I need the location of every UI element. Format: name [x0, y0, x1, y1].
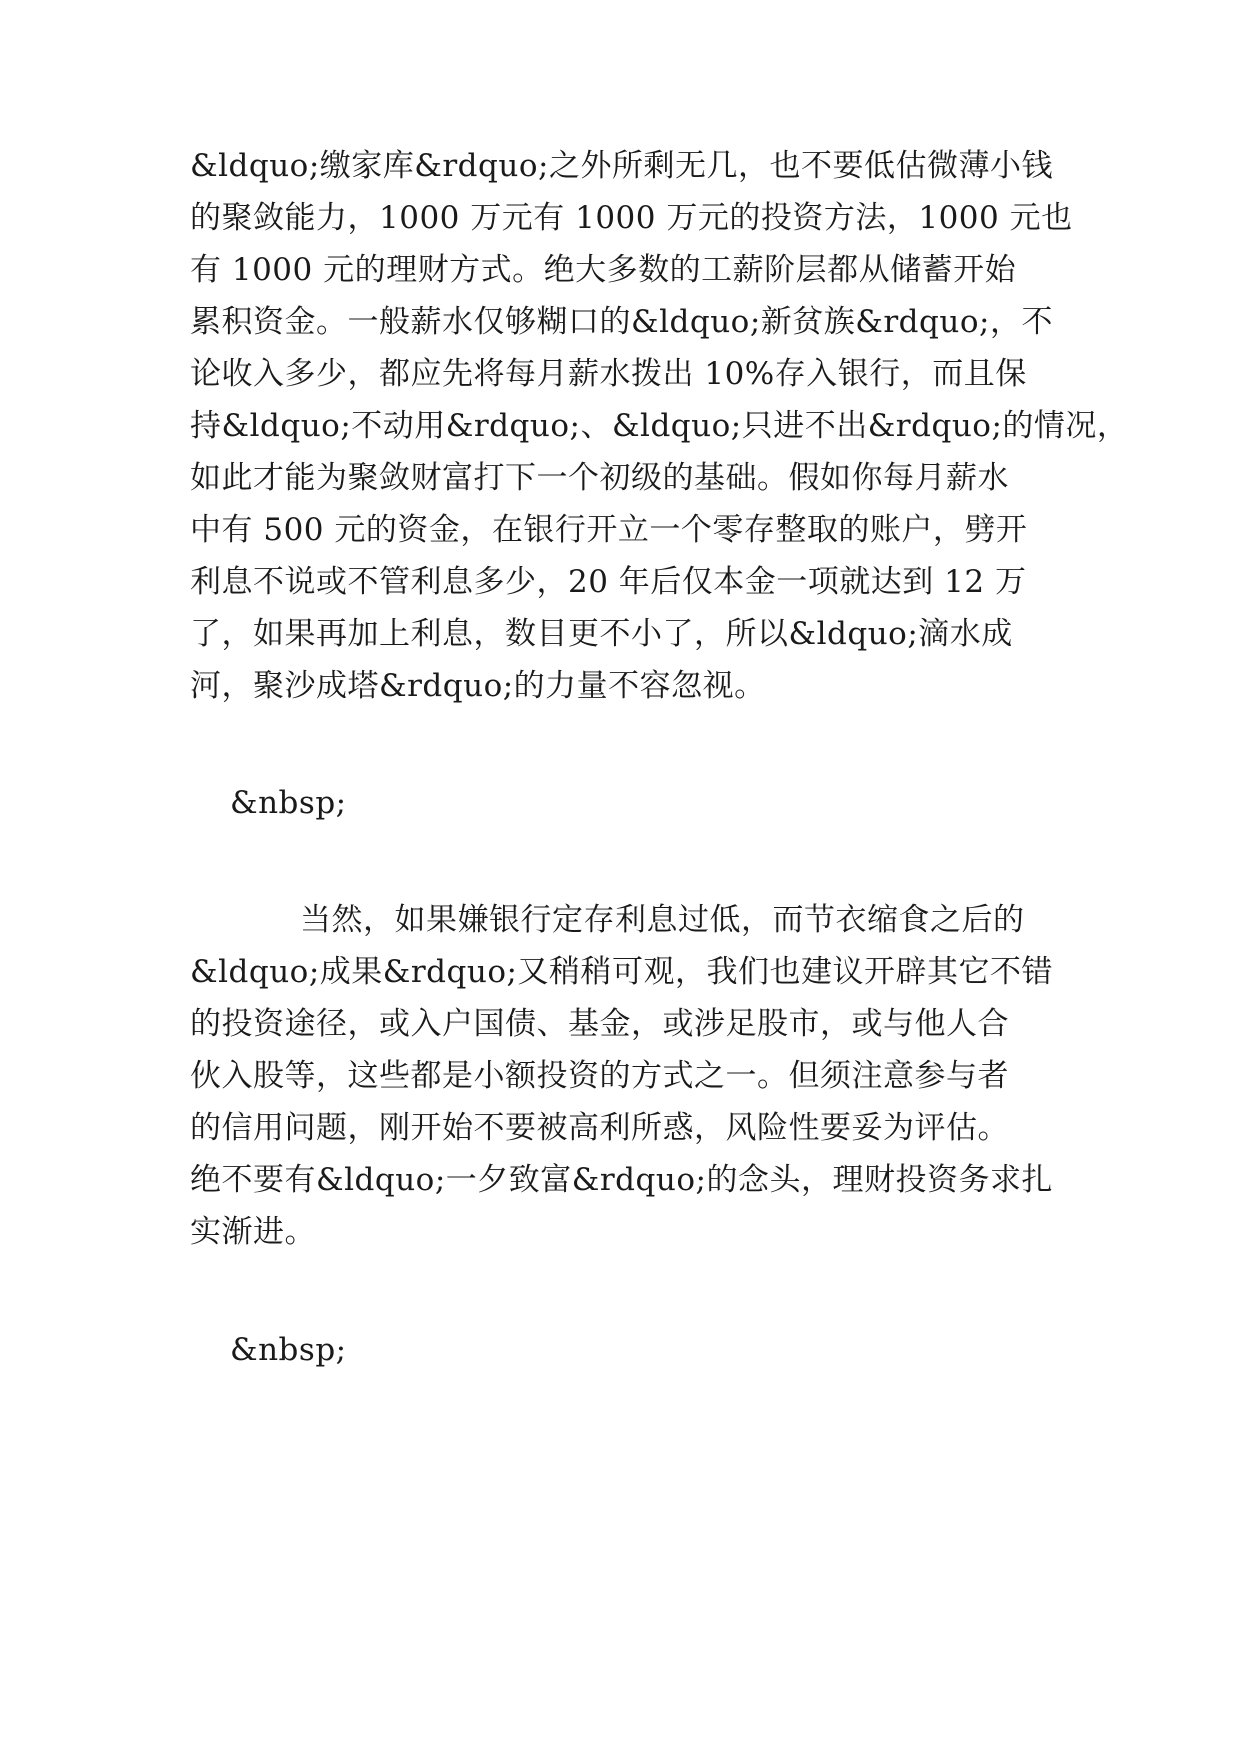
paragraph-1-line-4: 累积资金。一般薪水仅够糊口的&ldquo;新贫族&rdquo;，不: [190, 304, 1053, 340]
paragraph-1-line-6: 持&ldquo;不动用&rdquo;、&ldquo;只进不出&rdquo;的情况，: [190, 408, 1129, 444]
nbsp-spacer-2: &nbsp;: [230, 1332, 347, 1368]
paragraph-1-line-2: 的聚敛能力，1000 万元有 1000 万元的投资方法，1000 元也: [190, 200, 1073, 236]
paragraph-2-line-3: 的投资途径，或入户国债、基金，或涉足股市，或与他人合: [190, 1006, 1009, 1042]
paragraph-2-line-5: 的信用问题，刚开始不要被高利所惑，风险性要妥为评估。: [190, 1110, 1009, 1146]
paragraph-1-line-11: 河，聚沙成塔&rdquo;的力量不容忽视。: [190, 668, 766, 704]
paragraph-1-line-9: 利息不说或不管利息多少，20 年后仅本金一项就达到 12 万: [190, 564, 1027, 600]
paragraph-2-line-2: &ldquo;成果&rdquo;又稍稍可观，我们也建议开辟其它不错: [190, 954, 1053, 990]
nbsp-spacer-1: &nbsp;: [230, 785, 347, 821]
paragraph-1-line-1: &ldquo;缴家库&rdquo;之外所剩无几，也不要低估微薄小钱: [190, 148, 1053, 184]
paragraph-2-line-4: 伙入股等，这些都是小额投资的方式之一。但须注意参与者: [190, 1058, 1009, 1094]
paragraph-1-line-10: 了，如果再加上利息，数目更不小了，所以&ldquo;滴水成: [190, 616, 1013, 652]
paragraph-2-line-6: 绝不要有&ldquo;一夕致富&rdquo;的念头，理财投资务求扎: [190, 1162, 1053, 1198]
paragraph-2-line-1: 当然，如果嫌银行定存利息过低，而节衣缩食之后的: [300, 902, 1025, 938]
paragraph-2-line-7: 实渐进。: [190, 1214, 316, 1250]
paragraph-1-line-5: 论收入多少，都应先将每月薪水拨出 10%存入银行，而且保: [190, 356, 1027, 392]
paragraph-1-line-7: 如此才能为聚敛财富打下一个初级的基础。假如你每月薪水: [190, 460, 1009, 496]
paragraph-1-line-8: 中有 500 元的资金，在银行开立一个零存整取的账户，劈开: [190, 512, 1028, 548]
paragraph-1-line-3: 有 1000 元的理财方式。绝大多数的工薪阶层都从储蓄开始: [190, 252, 1017, 288]
